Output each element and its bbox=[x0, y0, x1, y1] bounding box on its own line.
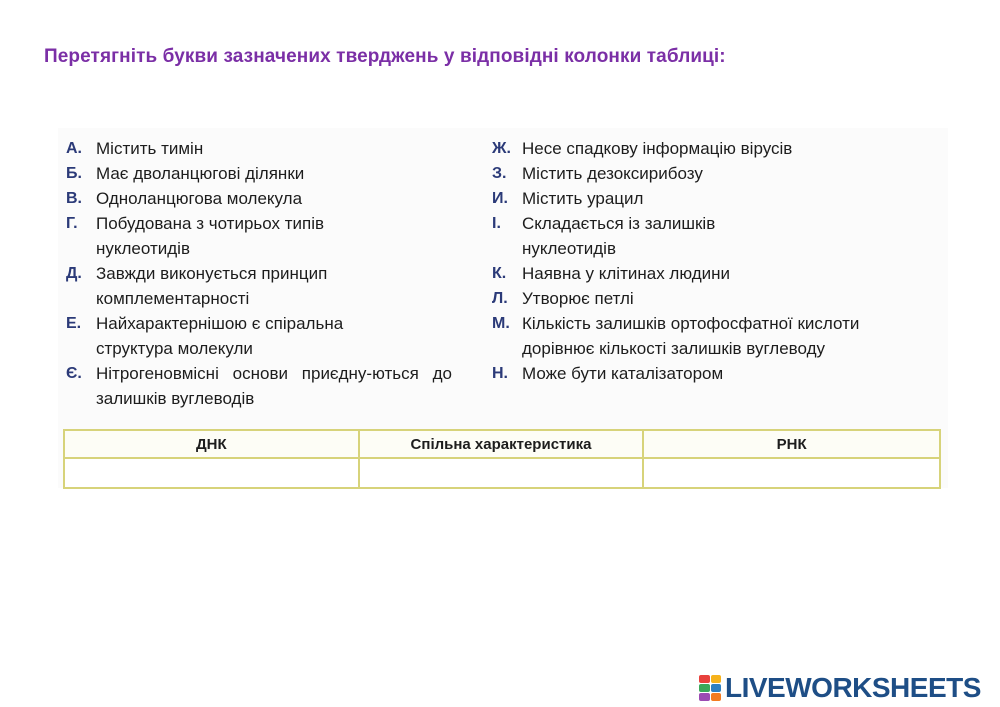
statement-ye bbox=[66, 361, 461, 411]
drop-zone-common[interactable] bbox=[359, 458, 644, 488]
drop-zone-dna[interactable] bbox=[64, 458, 359, 488]
statement-y bbox=[492, 186, 912, 211]
statement-letter: К. bbox=[492, 265, 507, 282]
statement-l bbox=[492, 286, 912, 311]
statement-text: Нітрогеновмісні основи приєдну-ються до залишків вуглеводів bbox=[96, 364, 452, 408]
drop-zone-rna[interactable] bbox=[643, 458, 940, 488]
statement-h bbox=[66, 211, 461, 261]
statement-text: Кількість залишків ортофосфатної кислоти дорівнює кількості залишків вуглеводу bbox=[522, 314, 860, 358]
statement-letter: Б. bbox=[66, 165, 82, 182]
statement-letter: Л. bbox=[492, 290, 508, 307]
statement-letter: Ж. bbox=[492, 140, 511, 157]
statement-i bbox=[492, 211, 912, 261]
statement-letter: І. bbox=[492, 215, 501, 232]
statement-text: Містить дезоксирибозу bbox=[522, 164, 703, 183]
logo-icon bbox=[699, 675, 721, 701]
statement-text: Найхарактернішою є спіральна структура молекули bbox=[96, 314, 344, 358]
statement-zh bbox=[492, 136, 912, 161]
statement-text: Побудована з чотирьох типів нуклеотидів bbox=[96, 214, 325, 258]
logo-text: LIVEWORKSHEETS bbox=[725, 672, 981, 703]
statement-d bbox=[66, 261, 461, 311]
statement-text: Завжди виконується принцип комплементарності bbox=[96, 264, 328, 308]
statement-b bbox=[66, 161, 461, 186]
statement-letter: Н. bbox=[492, 365, 508, 382]
statement-text: Містить тимін bbox=[96, 139, 204, 158]
statement-text: Має дволанцюгові ділянки bbox=[96, 164, 305, 183]
statement-text: Може бути каталізатором bbox=[522, 364, 724, 383]
statement-text: Несе спадкову інформацію вірусів bbox=[522, 139, 793, 158]
instruction-title: Перетягніть букви зазначених тверджень у відповідні колонки таблиці: bbox=[44, 46, 726, 67]
statement-letter: М. bbox=[492, 315, 510, 332]
statement-text: Утворює петлі bbox=[522, 289, 634, 308]
header-dna: ДНК bbox=[64, 430, 359, 458]
header-rna: РНК bbox=[643, 430, 940, 458]
statement-n bbox=[492, 361, 912, 386]
statement-letter: З. bbox=[492, 165, 507, 182]
statement-text: Одноланцюгова молекула bbox=[96, 189, 303, 208]
statement-k bbox=[492, 261, 912, 286]
table-header-row bbox=[64, 430, 940, 458]
statement-text: Містить урацил bbox=[522, 189, 644, 208]
statement-letter: Д. bbox=[66, 265, 82, 282]
statement-z bbox=[492, 161, 912, 186]
statement-letter: Г. bbox=[66, 215, 78, 232]
header-common: Спільна характеристика bbox=[359, 430, 644, 458]
table-row bbox=[64, 458, 940, 488]
statement-text: Складається із залишків нуклеотидів bbox=[522, 214, 716, 258]
statement-letter: В. bbox=[66, 190, 82, 207]
statement-text: Наявна у клітинах людини bbox=[522, 264, 731, 283]
statements-right-column bbox=[492, 136, 912, 386]
statement-letter: А. bbox=[66, 140, 82, 157]
statement-letter: И. bbox=[492, 190, 508, 207]
statement-m bbox=[492, 311, 912, 361]
statement-e bbox=[66, 311, 461, 361]
answer-table bbox=[63, 429, 941, 489]
statements-left-column bbox=[66, 136, 461, 411]
statement-a bbox=[66, 136, 461, 161]
statement-v bbox=[66, 186, 461, 211]
statement-letter: Є. bbox=[66, 365, 82, 382]
liveworksheets-logo bbox=[699, 672, 981, 704]
statement-letter: Е. bbox=[66, 315, 82, 332]
